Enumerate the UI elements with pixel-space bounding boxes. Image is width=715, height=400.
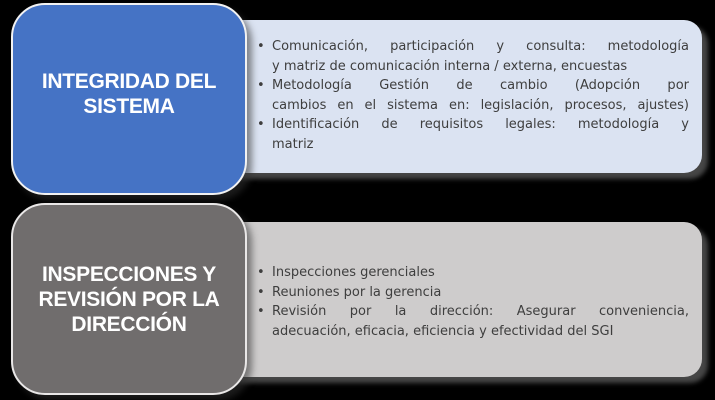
title-line: REVISIÓN POR LA: [38, 287, 220, 311]
label-integridad-del-sistema: [11, 3, 247, 195]
bullet-text-line: matriz: [272, 136, 314, 152]
bullet-dot-icon: •: [257, 284, 265, 300]
title-line: SISTEMA: [83, 95, 175, 118]
title-line: DIRECCIÓN: [71, 312, 187, 336]
list-item: [257, 115, 689, 154]
bullet-dot-icon: •: [257, 39, 265, 54]
bullet-text: [272, 302, 689, 341]
list-item: [257, 283, 689, 303]
label-title-integridad: [42, 69, 216, 129]
bullet-text-line: cambios en el sistema en: legislación, procesos, ajustes): [272, 97, 689, 113]
label-title-inspecciones: [38, 262, 219, 337]
title-line: INSPECCIONES Y: [42, 262, 216, 286]
title-line: INTEGRIDAD DEL: [41, 70, 217, 93]
bullet-list-integridad: [257, 37, 689, 154]
bullet-text-line: adecuación, eficacia, eficiencia y efectividad del SGI: [272, 323, 614, 339]
list-item: [257, 37, 689, 76]
bullet-text-line: Revisión por la dirección: Asegurar conveniencia,: [272, 304, 689, 319]
bullet-text: [272, 37, 689, 76]
bullet-text: [272, 115, 689, 154]
bullet-text: [272, 263, 689, 283]
bullet-text: [272, 76, 689, 115]
bullet-text-line: Identificación de requisitos legales: metodología y: [272, 117, 689, 132]
bullet-dot-icon: •: [257, 265, 265, 280]
list-item: [257, 76, 689, 115]
bullet-dot-icon: •: [257, 304, 265, 319]
bullet-text: [272, 283, 689, 303]
bullet-text-line: Reuniones por la gerencia: [272, 284, 442, 300]
bullet-text-line: Metodología Gestión de cambio (Adopción por: [272, 78, 689, 93]
bullet-dot-icon: •: [257, 117, 265, 132]
bullet-text-line: Comunicación, participación y consulta: metodología: [272, 39, 689, 54]
bullet-text-line: y matriz de comunicación interna / externa, encuestas: [272, 58, 628, 74]
list-item: [257, 302, 689, 341]
list-item: [257, 263, 689, 283]
bullet-text-line: Inspecciones gerenciales: [272, 265, 435, 280]
bullet-dot-icon: •: [257, 78, 265, 93]
bullet-list-inspecciones: [257, 263, 689, 341]
label-inspecciones-revision: [11, 203, 247, 395]
